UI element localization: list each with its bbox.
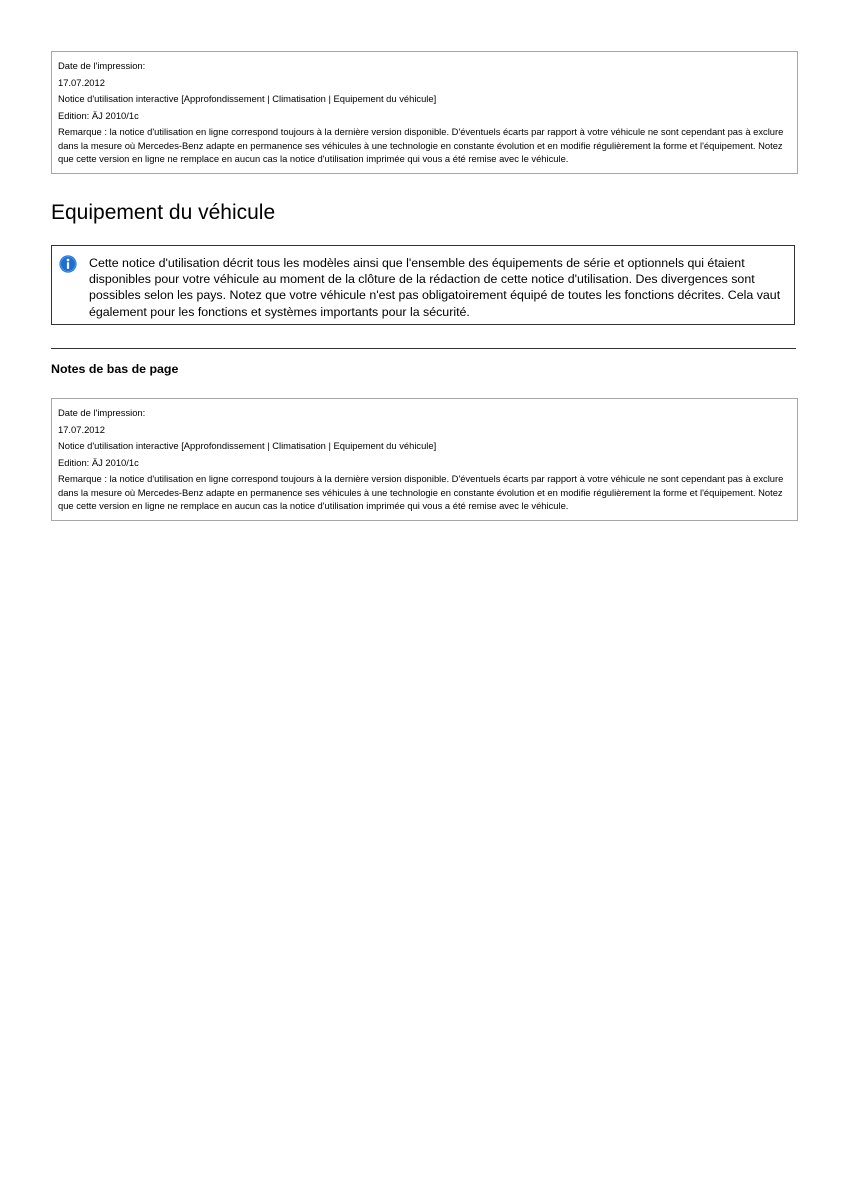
info-icon [59,255,77,273]
print-edition: Edition: ÄJ 2010/1c [58,109,139,121]
section-divider [51,348,796,349]
info-note-text: Cette notice d'utilisation décrit tous les modèles ainsi que l'ensemble des équipements de série et optionnels qui étaient disponibles pour votre véhicule au moment de la clôture de la rédaction de cette notice d'utilisation. Des divergences sont possibles selon les pays. Notez que votre véhicule n'est pas obligatoirement équipé de toutes les fonctions décrites. Cela vaut également pour les fonctions et systèmes importants pour la sécurité. [89,256,781,319]
print-date-label: Date de l'impression: [58,407,146,418]
print-remark: Remarque : la notice d'utilisation en ligne correspond toujours à la dernière version disponible. D'éventuels écarts par rapport à votre véhicule ne sont cependant pas à exclure dans la mesure où Mercedes-Benz adapte en permanence ses véhicules à une technologie en constante évolution et en modifie régulièrement la forme et l'équipement. Notez que cette version en ligne ne remplace en aucun cas la notice d'utilisation imprimée qui vous a été remise avec le véhicule. [58,126,784,164]
print-date-value: 17.07.2012 [58,423,105,435]
print-remark: Remarque : la notice d'utilisation en ligne correspond toujours à la dernière version disponible. D'éventuels écarts par rapport à votre véhicule ne sont cependant pas à exclure dans la mesure où Mercedes-Benz adapte en permanence ses véhicules à une technologie en constante évolution et en modifie régulièrement la forme et l'équipement. Notez que cette version en ligne ne remplace en aucun cas la notice d'utilisation imprimée qui vous a été remise avec le véhicule. [58,473,784,511]
print-breadcrumb: Notice d'utilisation interactive [Approfondissement | Climatisation | Equipement du véhicule] [58,93,437,105]
print-info-box-top [51,51,798,174]
footnotes-heading: Notes de bas de page [51,362,179,376]
print-info-box-bottom [51,398,798,521]
print-edition: Edition: ÄJ 2010/1c [58,456,139,468]
print-date-label: Date de l'impression: [58,60,146,71]
info-note-box [51,245,795,325]
page-title: Equipement du véhicule [51,201,276,224]
print-breadcrumb: Notice d'utilisation interactive [Approfondissement | Climatisation | Equipement du véhicule] [58,440,437,452]
print-date-value: 17.07.2012 [58,76,105,88]
